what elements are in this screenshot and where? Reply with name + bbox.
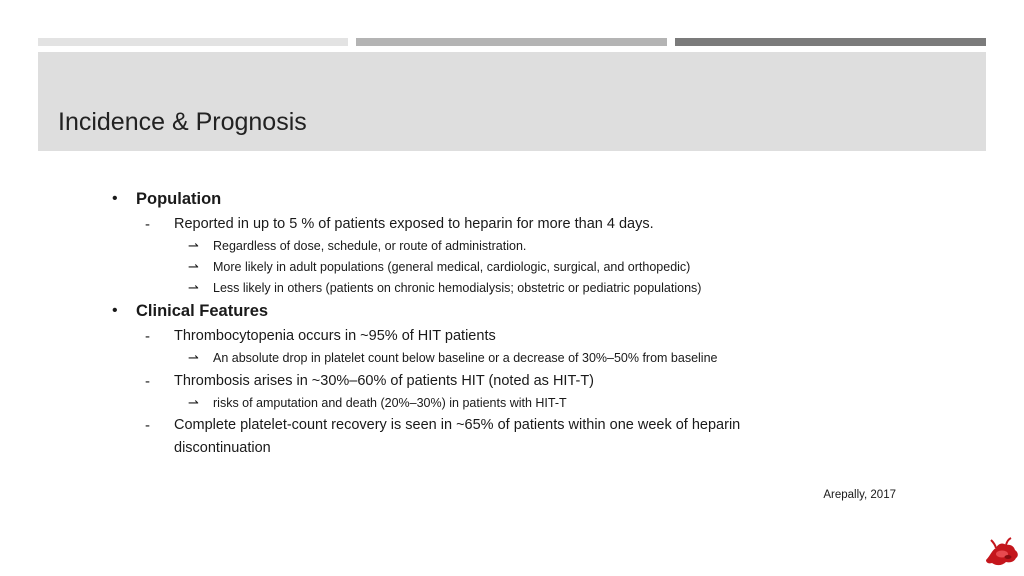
clinical-item-3-line-2: discontinuation	[174, 440, 271, 456]
red-blood-clot-logo-icon	[984, 536, 1020, 572]
population-sub-3: Less likely in others (patients on chronic hemodialysis; obstetric or pediatric populations)	[213, 281, 702, 295]
arrow-icon: ⇀	[188, 395, 199, 410]
dash-marker: -	[145, 216, 150, 233]
clinical-item-3-line-1: Complete platelet-count recovery is seen in ~65% of patients within one week of heparin	[174, 417, 741, 433]
bullet-icon: •	[112, 190, 118, 207]
population-sub-1: Regardless of dose, schedule, or route of administration.	[213, 239, 527, 253]
clinical-heading: Clinical Features	[136, 302, 269, 320]
population-item-1: Reported in up to 5 % of patients exposed to heparin for more than 4 days.	[174, 216, 654, 232]
clinical-item-2-sub-1: risks of amputation and death (20%–30%) in patients with HIT-T	[213, 396, 567, 410]
population-heading: Population	[136, 190, 222, 208]
dash-marker: -	[145, 373, 150, 390]
arrow-icon: ⇀	[188, 350, 199, 365]
clinical-item-1: Thrombocytopenia occurs in ~95% of HIT patients	[174, 328, 496, 344]
arrow-icon: ⇀	[188, 238, 199, 253]
arrow-icon: ⇀	[188, 259, 199, 274]
dash-marker: -	[145, 328, 150, 345]
clinical-item-1-sub-1: An absolute drop in platelet count below baseline or a decrease of 30%–50% from baseline	[213, 351, 718, 365]
arrow-icon: ⇀	[188, 280, 199, 295]
bullet-icon: •	[112, 302, 118, 319]
citation: Arepally, 2017	[823, 489, 896, 501]
clinical-item-2: Thrombosis arises in ~30%–60% of patients HIT (noted as HIT-T)	[174, 373, 595, 389]
dash-marker: -	[145, 417, 150, 434]
slide-title: Incidence & Prognosis	[58, 108, 307, 136]
population-sub-2: More likely in adult populations (general medical, cardiologic, surgical, and orthopedic)	[213, 260, 691, 274]
